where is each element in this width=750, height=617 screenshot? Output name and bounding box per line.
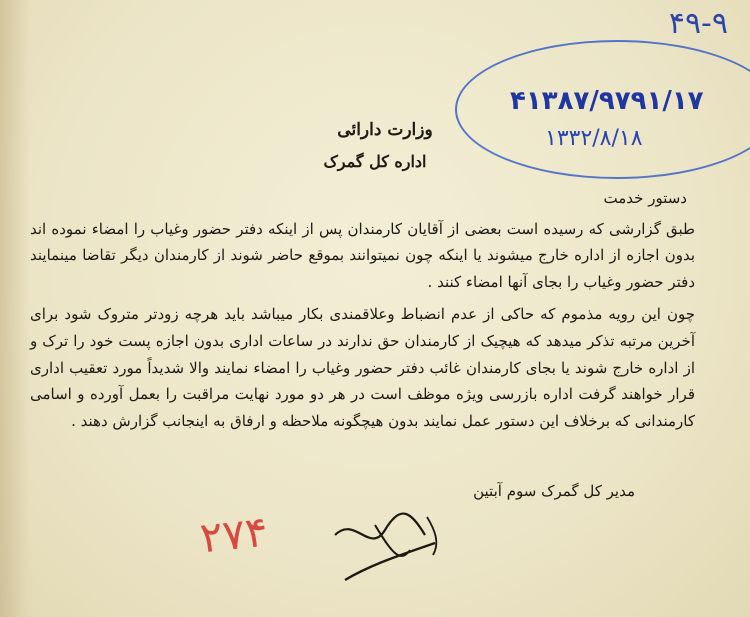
ministry-heading: وزارت دارائی [337,120,433,140]
signature-name: سوم آبتین [473,482,537,500]
department-heading: اداره کل گمرک [323,152,427,171]
stamp-registration-number: ۴۱۳۸۷/۹۷۹۱/۱۷ [510,86,704,116]
letter-salutation: دستور خدمت [603,189,687,207]
red-handwritten-number: ۲۷۴ [197,506,271,563]
handwritten-signature [315,495,475,595]
paper-edge-stain [0,0,30,617]
letter-paragraph-2: چون این رویه مذموم که حاکی از عدم انضباط وعلاقمندی بکار میباشد باید هرچه زودتر متروک شود برای آخرین مرتبه تذکر میدهد که هیچیک از کارمندان حق ندارند در ساعات اداری بدون اجازه پست خود را ترک و از اداره خارج شوند یا بجای کارمندان غائب دفتر حضور وغیاب را امضاء نمایند والا شدیداً مورد تعقیب اداری قرار خواهند گرفت اداره بازرسی ویژه موظف است در هر دو مورد نهایت مراقبت را بعمل آورده و اسامی کارمندانی که برخلاف این دستور عمل نمایند بدون هیچگونه ملاحظه و ارفاق به اینجانب گزارش دهند . [30,305,695,430]
stamp-date: ۱۳۳۲/۸/۱۸ [545,126,643,151]
file-number: ۴۹-۹ [668,6,728,41]
signature-role: مدیر کل گمرک [541,482,635,500]
letter-body [30,185,695,434]
letter-paragraph-1: طبق گزارشی که رسیده است بعضی از آقایان کارمندان پس از اینکه دفتر حضور وغیاب را امضاء نموده اند بدون اجازه از اداره خارج میشوند یا اینکه چون نمیتوانند بموقع حاضر شوند از کارمندان دیگر تقاضا مینمایند دفتر حضور وغیاب را بجای آنها امضاء کنند . [30,219,695,291]
